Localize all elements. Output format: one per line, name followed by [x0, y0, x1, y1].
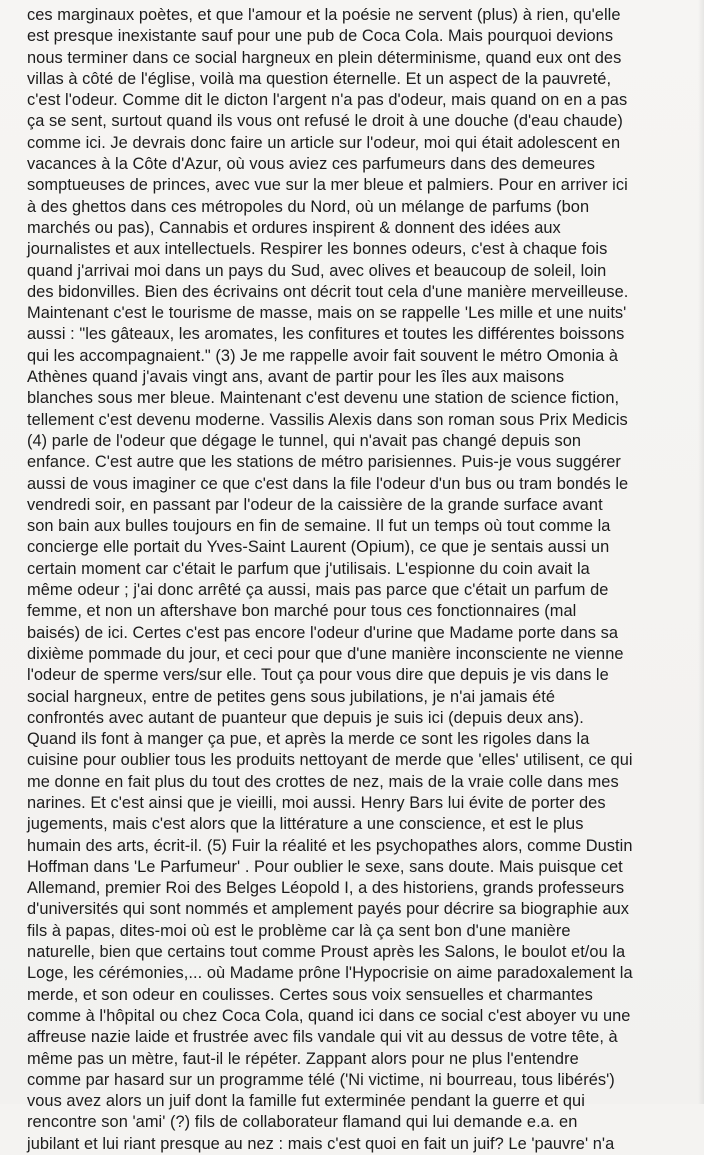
text-line: certain moment car c'était le parfum que j'utilisais. L'espionne du coin avait la [27, 559, 590, 578]
text-line: rencontre son 'ami' (?) fils de collaborateur flamand qui lui demande e.a. en [27, 1113, 578, 1132]
text-line: d'universités qui sont nommés et amplement payés pour décrire sa biographie aux [27, 900, 630, 919]
text-line: Maintenant c'est le tourisme de masse, mais on se rappelle 'Les mille et une nuits' [27, 304, 627, 323]
text-line: femme, et non un aftershave bon marché pour tous ces fonctionnaires (mal [27, 602, 577, 621]
text-line: Allemand, premier Roi des Belges Léopold I, a des historiens, grands professeurs [27, 879, 625, 898]
text-line: à des ghettos dans ces métropoles du Nord, où un mélange de parfums (bon [27, 197, 590, 216]
text-line: merde, et son odeur en coulisses. Certes sous voix sensuelles et charmantes [27, 985, 593, 1004]
text-line: confrontés avec autant de puanteur que depuis je suis ici (depuis deux ans). [27, 708, 584, 727]
body-text [27, 5, 699, 1155]
text-line: concierge elle portait du Yves-Saint Laurent (Opium), ce que je sentais aussi un [27, 538, 610, 557]
text-line: jubilant et lui riant presque au nez : mais c'est quoi en fait un juif? Le 'pauvre' n'a [27, 1134, 615, 1153]
text-line: narines. Et c'est ainsi que je vieilli, moi aussi. Henry Bars lui évite de porter des [27, 793, 606, 812]
text-line: somptueuses de princes, avec vue sur la mer bleue et palmiers. Pour en arriver ici [27, 176, 628, 195]
text-line: vendredi soir, en passant par l'odeur de la caissière de la grande surface avant [27, 495, 603, 514]
text-line: nous terminer dans ce social hargneux en plein déterminisme, quand eux ont des [27, 48, 622, 67]
text-line: même odeur ; j'ai donc arrêté ça aussi, mais pas parce que c'était un parfum de [27, 581, 609, 600]
text-line: naturelle, bien que certains tout comme Proust après les Salons, le boulot et/ou la [27, 943, 626, 962]
text-line: comme à l'hôpital ou chez Coca Cola, quand ici dans ce social c'est aboyer vu une [27, 1006, 631, 1025]
text-line: social hargneux, entre de petites gens sous jubilations, je n'ai jamais été [27, 687, 556, 706]
text-line: Quand ils font à manger ça pue, et après la merde ce sont les rigoles dans la [27, 730, 590, 749]
text-line: humain des arts, écrit-il. (5) Fuir la réalité et les psychopathes alors, comme Dustin [27, 836, 633, 855]
text-line: cuisine pour oublier tous les produits nettoyant de merde que 'elles' utilisent, ce qui [27, 751, 633, 770]
text-line: jugements, mais c'est alors que la littérature a une conscience, et est le plus [27, 815, 584, 834]
text-line: ça se sent, surtout quand ils vous ont refusé le droit à une douche (d'eau chaude) [27, 112, 623, 131]
text-line: vous avez alors un juif dont la famille fut exterminée pendant la guerre et qui [27, 1092, 585, 1111]
text-line: comme ici. Je devrais donc faire un article sur l'odeur, moi qui était adolescent en [27, 133, 621, 152]
text-line: fils à papas, dites-moi où est le problème car là ça sent bon d'une manière [27, 921, 571, 940]
text-line: affreuse nazie laide et frustrée avec fils vandale qui vit au dessus de votre tête, à [27, 1028, 618, 1047]
text-line: qui les accompagnaient." (3) Je me rappelle avoir fait souvent le métro Omonia à [27, 346, 619, 365]
text-line: quand j'arrivai moi dans un pays du Sud, avec olives et beaucoup de soleil, loin [27, 261, 607, 280]
text-line: me donne en fait plus du tout des crottes de nez, mais de la vraie colle dans mes [27, 772, 619, 791]
text-line: enfance. C'est autre que les stations de métro parisiennes. Puis-je vous suggérer [27, 453, 621, 472]
text-line: l'odeur de sperme vers/sur elle. Tout ça pour vous dire que depuis je vis dans le [27, 666, 609, 685]
text-line: blanches sous mer bleue. Maintenant c'est devenu une station de science fiction, [27, 389, 620, 408]
text-line: son bain aux bulles toujours en fin de semaine. Il fut un temps où tout comme la [27, 517, 611, 536]
text-line: même pas un mètre, faut-il le répéter. Zappant alors pour ne plus l'entendre [27, 1049, 579, 1068]
text-line: marchés ou pas), Cannabis et ordures inspirent & donnent des idées aux [27, 218, 561, 237]
page-edge-shadow [698, 0, 704, 1104]
text-line: tellement c'est devenu moderne. Vassilis Alexis dans son roman sous Prix Medicis [27, 410, 628, 429]
text-line: Athènes quand j'avais vingt ans, avant de partir pour les îles aux maisons [27, 368, 565, 387]
text-line: aussi : "les gâteaux, les aromates, les confitures et toutes les différentes boissons [27, 325, 625, 344]
text-line: ces marginaux poètes, et que l'amour et la poésie ne servent (plus) à rien, qu'elle [27, 6, 621, 24]
text-line: comme par hasard sur un programme télé ('Ni victime, ni bourreau, tous libérés') [27, 1070, 615, 1089]
text-line: est presque inexistante sauf pour une pub de Coca Cola. Mais pourquoi devions [27, 27, 614, 46]
text-line: journalistes et aux intellectuels. Respirer les bonnes odeurs, c'est à chaque fois [27, 240, 608, 259]
text-line: des bidonvilles. Bien des écrivains ont décrit tout cela d'une manière merveilleuse. [27, 282, 629, 301]
text-line: villas à côté de l'église, voilà ma question éternelle. Et un aspect de la pauvreté, [27, 69, 612, 88]
text-line: Hoffman dans 'Le Parfumeur' . Pour oublier le sexe, sans doute. Mais puisque cet [27, 857, 623, 876]
text-line: baisés) de ici. Certes c'est pas encore l'odeur d'urine que Madame porte dans sa [27, 623, 619, 642]
text-line: dixième pommade du jour, et ceci pour que d'une manière inconsciente ne vienne [27, 644, 624, 663]
text-line: (4) parle de l'odeur que dégage le tunnel, qui n'avait pas changé depuis son [27, 431, 582, 450]
text-line: c'est l'odeur. Comme dit le dicton l'argent n'a pas d'odeur, mais quand on en a pas [27, 91, 628, 110]
text-line: Loge, les cérémonies,... où Madame prône l'Hypocrisie on aime paradoxalement la [27, 964, 633, 983]
text-line: vacances à la Côte d'Azur, où vous aviez ces parfumeurs dans des demeures [27, 155, 596, 174]
text-line: aussi de vous imaginer ce que c'est dans la file l'odeur d'un bus ou tram bondés le [27, 474, 629, 493]
